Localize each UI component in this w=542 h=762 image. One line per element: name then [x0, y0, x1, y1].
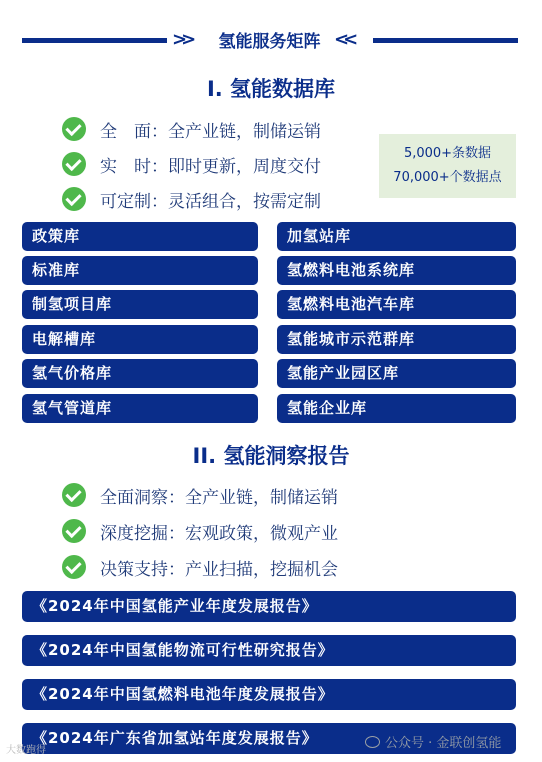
feature-text: 深度挖掘：宏观政策，微观产业: [100, 523, 338, 544]
library-item-enterprise[interactable]: 氢能企业库: [277, 394, 516, 423]
library-item-fuel-cell-system[interactable]: 氢燃料电池系统库: [277, 256, 516, 285]
check-icon: [62, 483, 86, 507]
feature-item: [62, 482, 338, 508]
wechat-icon: [365, 736, 380, 748]
check-icon: [62, 187, 86, 211]
banner-line-left: [22, 38, 167, 43]
feature-item: [62, 116, 321, 142]
feature-text: 决策支持：产业扫描，挖掘机会: [100, 559, 338, 580]
library-item-electrolyzer[interactable]: 电解槽库: [22, 325, 258, 354]
check-icon: [62, 152, 86, 176]
stat-records: 5,000+条数据: [403, 146, 492, 161]
check-icon: [62, 555, 86, 579]
report-item[interactable]: 《2024年中国氢燃料电池年度发展报告》: [22, 679, 516, 710]
library-item-demo-city[interactable]: 氢能城市示范群库: [277, 325, 516, 354]
feature-item: [62, 186, 321, 212]
library-item-price[interactable]: 氢气价格库: [22, 359, 258, 388]
stat-datapoints: 70,000+个数据点: [393, 170, 502, 185]
feature-text: 全 面：全产业链，制储运销: [100, 121, 321, 142]
section-banner: [22, 26, 518, 56]
feature-item: [62, 151, 321, 177]
feature-item: [62, 554, 338, 580]
section-title-database: I. 氢能数据库: [206, 77, 336, 101]
stats-box: [379, 134, 516, 198]
feature-text: 可定制：灵活组合，按需定制: [100, 191, 321, 212]
feature-text: 实 时：即时更新，周度交付: [100, 156, 321, 177]
library-item-station[interactable]: 加氢站库: [277, 222, 516, 251]
report-item[interactable]: 《2024年广东省加氢站年度发展报告》: [22, 723, 516, 754]
check-icon: [62, 519, 86, 543]
check-icon: [62, 117, 86, 141]
library-item-standard[interactable]: 标准库: [22, 256, 258, 285]
watermark-text: 公众号 · 金联创氢能: [385, 736, 502, 751]
chevron-left-icon: <<: [334, 29, 353, 50]
library-item-production-project[interactable]: 制氢项目库: [22, 290, 258, 319]
banner-title: 氢能服务矩阵: [218, 32, 321, 52]
banner-line-right: [373, 38, 518, 43]
feature-item: [62, 518, 338, 544]
section-title-reports: II. 氢能洞察报告: [192, 444, 350, 468]
report-item[interactable]: 《2024年中国氢能产业年度发展报告》: [22, 591, 516, 622]
library-item-pipeline[interactable]: 氢气管道库: [22, 394, 258, 423]
watermark-left: 大数跑得: [6, 745, 46, 756]
library-item-industrial-park[interactable]: 氢能产业园区库: [277, 359, 516, 388]
library-item-policy[interactable]: 政策库: [22, 222, 258, 251]
library-item-fuel-cell-vehicle[interactable]: 氢燃料电池汽车库: [277, 290, 516, 319]
report-item[interactable]: 《2024年中国氢能物流可行性研究报告》: [22, 635, 516, 666]
chevron-right-icon: >>: [172, 29, 191, 50]
watermark-right: [365, 732, 501, 751]
feature-text: 全面洞察：全产业链，制储运销: [100, 487, 338, 508]
